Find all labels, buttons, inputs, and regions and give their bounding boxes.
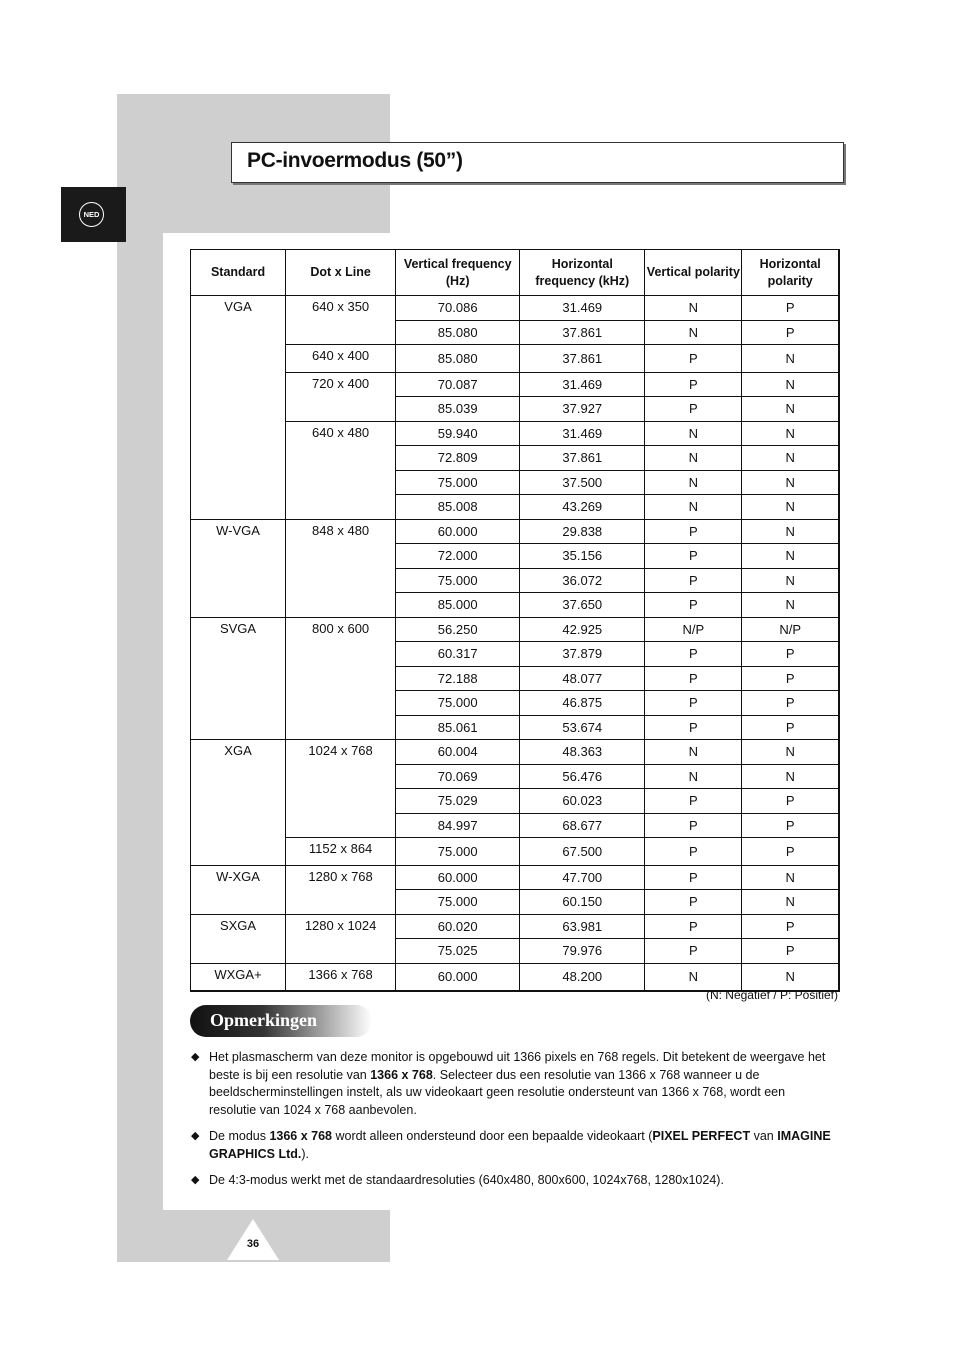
cell-horizontal-frequency: 37.650 (520, 593, 645, 618)
cell-vertical-polarity: P (645, 519, 742, 544)
cell-vertical-frequency: 75.000 (396, 838, 520, 866)
header-vertical-frequency: Vertical frequency (Hz) (396, 250, 520, 296)
cell-horizontal-frequency: 63.981 (520, 914, 645, 939)
polarity-note: (N: Negatief / P: Positief) (705, 988, 838, 1002)
cell-resolution: 1024 x 768 (286, 740, 396, 838)
remarks-list (190, 1049, 835, 1199)
page-number: 36 (246, 1238, 260, 1250)
cell-horizontal-frequency: 37.927 (520, 397, 645, 422)
cell-vertical-polarity: P (645, 345, 742, 373)
diamond-bullet-icon: ◆ (191, 1130, 200, 1142)
diamond-bullet-icon: ◆ (191, 1174, 200, 1186)
cell-horizontal-frequency: 29.838 (520, 519, 645, 544)
cell-vertical-frequency: 85.039 (396, 397, 520, 422)
cell-vertical-polarity: P (645, 397, 742, 422)
cell-resolution: 640 x 350 (286, 296, 396, 345)
title-box (231, 142, 844, 183)
cell-vertical-polarity: P (645, 715, 742, 740)
table-row (191, 296, 840, 321)
cell-horizontal-frequency: 37.879 (520, 642, 645, 667)
cell-vertical-frequency: 75.029 (396, 789, 520, 814)
remark-item (190, 1172, 835, 1190)
cell-horizontal-polarity: N (742, 519, 839, 544)
cell-vertical-frequency: 60.000 (396, 963, 520, 991)
cell-horizontal-polarity: P (742, 838, 839, 866)
cell-vertical-polarity: P (645, 568, 742, 593)
table-row (191, 617, 840, 642)
cell-vertical-polarity: N (645, 495, 742, 520)
cell-horizontal-frequency: 36.072 (520, 568, 645, 593)
cell-horizontal-frequency: 60.023 (520, 789, 645, 814)
cell-vertical-frequency: 85.080 (396, 345, 520, 373)
cell-horizontal-polarity: N (742, 345, 839, 373)
cell-horizontal-frequency: 35.156 (520, 544, 645, 569)
table-header-row (191, 250, 840, 296)
cell-horizontal-frequency: 31.469 (520, 421, 645, 446)
cell-horizontal-polarity: N (742, 963, 839, 991)
cell-standard: W-XGA (191, 865, 286, 914)
cell-horizontal-frequency: 48.077 (520, 666, 645, 691)
cell-vertical-frequency: 70.087 (396, 372, 520, 397)
cell-horizontal-frequency: 47.700 (520, 865, 645, 890)
cell-vertical-polarity: N (645, 446, 742, 471)
cell-vertical-frequency: 85.008 (396, 495, 520, 520)
cell-vertical-frequency: 75.000 (396, 691, 520, 716)
header-vertical-polarity: Vertical polarity (645, 250, 742, 296)
cell-horizontal-polarity: N (742, 544, 839, 569)
cell-horizontal-frequency: 67.500 (520, 838, 645, 866)
cell-vertical-frequency: 70.086 (396, 296, 520, 321)
cell-resolution: 720 x 400 (286, 372, 396, 421)
cell-resolution: 640 x 400 (286, 345, 396, 373)
cell-horizontal-polarity: P (742, 715, 839, 740)
cell-vertical-frequency: 85.000 (396, 593, 520, 618)
remark-bold-text: IMAGINE GRAPHICS Ltd. (209, 1129, 831, 1161)
table-row (191, 838, 840, 866)
cell-horizontal-polarity: N (742, 446, 839, 471)
remarks-heading (190, 1005, 372, 1037)
cell-horizontal-polarity: N (742, 470, 839, 495)
cell-resolution: 1366 x 768 (286, 963, 396, 991)
cell-horizontal-frequency: 56.476 (520, 764, 645, 789)
cell-vertical-frequency: 85.061 (396, 715, 520, 740)
remark-text: wordt alleen ondersteund door een bepaalde videokaart ( (332, 1129, 653, 1143)
cell-horizontal-polarity: N (742, 740, 839, 765)
cell-vertical-polarity: N (645, 740, 742, 765)
cell-horizontal-polarity: P (742, 914, 839, 939)
remarks-label: Opmerkingen (210, 1010, 318, 1030)
diamond-bullet-icon: ◆ (191, 1051, 200, 1063)
cell-horizontal-polarity: P (742, 642, 839, 667)
cell-resolution: 1280 x 768 (286, 865, 396, 914)
language-tab (61, 187, 126, 242)
cell-vertical-polarity: P (645, 890, 742, 915)
cell-horizontal-polarity: P (742, 666, 839, 691)
cell-vertical-frequency: 70.069 (396, 764, 520, 789)
cell-horizontal-polarity: P (742, 296, 839, 321)
cell-vertical-polarity: N (645, 320, 742, 345)
cell-horizontal-frequency: 37.500 (520, 470, 645, 495)
cell-horizontal-frequency: 37.861 (520, 345, 645, 373)
cell-horizontal-frequency: 42.925 (520, 617, 645, 642)
cell-vertical-polarity: P (645, 865, 742, 890)
table-row (191, 421, 840, 446)
cell-horizontal-polarity: N (742, 372, 839, 397)
cell-vertical-frequency: 72.809 (396, 446, 520, 471)
remark-text: ). (301, 1146, 309, 1161)
cell-vertical-polarity: N (645, 421, 742, 446)
cell-vertical-frequency: 75.000 (396, 470, 520, 495)
cell-vertical-frequency: 75.000 (396, 568, 520, 593)
remark-text: . Selecteer dus een resolutie van 1366 x 768 wanneer u de beeldscherminstellingen instelt, als uw videokaart geen resolutie ondersteunt van 1366 x 768, wordt een resolutie van 1024 x 768 aanbevolen. (209, 1067, 786, 1117)
cell-horizontal-frequency: 43.269 (520, 495, 645, 520)
cell-horizontal-polarity: N (742, 593, 839, 618)
remark-bold-text: PIXEL PERFECT (652, 1129, 751, 1143)
cell-resolution: 640 x 480 (286, 421, 396, 519)
cell-horizontal-polarity: N (742, 764, 839, 789)
cell-vertical-polarity: N (645, 764, 742, 789)
cell-vertical-polarity: P (645, 544, 742, 569)
cell-vertical-frequency: 85.080 (396, 320, 520, 345)
page-title: PC-invoermodus (50”) (247, 149, 463, 172)
cell-vertical-frequency: 56.250 (396, 617, 520, 642)
remark-bold-text: 1366 x 768 (370, 1067, 433, 1082)
table-row (191, 740, 840, 765)
cell-resolution: 1152 x 864 (286, 838, 396, 866)
cell-vertical-frequency: 60.000 (396, 519, 520, 544)
cell-vertical-frequency: 72.000 (396, 544, 520, 569)
cell-horizontal-frequency: 37.861 (520, 320, 645, 345)
cell-horizontal-frequency: 60.150 (520, 890, 645, 915)
cell-standard: SXGA (191, 914, 286, 963)
cell-vertical-frequency: 75.025 (396, 939, 520, 964)
cell-vertical-frequency: 60.000 (396, 865, 520, 890)
remark-text: Het plasmascherm van deze monitor is opgebouwd uit 1366 pixels en 768 regels. Dit betekent de weergave het beste is bij een resolutie van (209, 1050, 826, 1082)
remark-item (190, 1128, 835, 1163)
cell-vertical-frequency: 75.000 (396, 890, 520, 915)
cell-vertical-polarity: P (645, 838, 742, 866)
cell-horizontal-polarity: N (742, 495, 839, 520)
cell-horizontal-polarity: N (742, 890, 839, 915)
table-row (191, 372, 840, 397)
cell-vertical-polarity: P (645, 691, 742, 716)
table-row (191, 865, 840, 890)
table-row (191, 519, 840, 544)
table-row (191, 963, 840, 991)
cell-vertical-frequency: 84.997 (396, 813, 520, 838)
cell-horizontal-polarity: P (742, 939, 839, 964)
pc-mode-table (190, 249, 840, 992)
cell-vertical-polarity: P (645, 593, 742, 618)
cell-vertical-polarity: P (645, 666, 742, 691)
cell-horizontal-polarity: N/P (742, 617, 839, 642)
table-row (191, 914, 840, 939)
cell-horizontal-polarity: N (742, 397, 839, 422)
remark-text: van (750, 1129, 778, 1143)
cell-horizontal-frequency: 37.861 (520, 446, 645, 471)
cell-horizontal-frequency: 31.469 (520, 372, 645, 397)
cell-vertical-polarity: P (645, 372, 742, 397)
cell-horizontal-polarity: N (742, 865, 839, 890)
cell-vertical-frequency: 60.317 (396, 642, 520, 667)
language-badge: NED (79, 202, 104, 227)
cell-vertical-frequency: 72.188 (396, 666, 520, 691)
cell-resolution: 800 x 600 (286, 617, 396, 740)
cell-vertical-polarity: N (645, 963, 742, 991)
cell-vertical-polarity: N (645, 296, 742, 321)
cell-horizontal-polarity: P (742, 789, 839, 814)
cell-standard: W-VGA (191, 519, 286, 617)
cell-standard: VGA (191, 296, 286, 520)
grey-band-left (117, 233, 163, 1210)
cell-vertical-frequency: 60.020 (396, 914, 520, 939)
cell-horizontal-frequency: 79.976 (520, 939, 645, 964)
cell-vertical-polarity: P (645, 642, 742, 667)
remark-bold-text: 1366 x 768 (269, 1129, 333, 1143)
header-dot-line: Dot x Line (286, 250, 396, 296)
cell-horizontal-polarity: P (742, 691, 839, 716)
cell-horizontal-frequency: 68.677 (520, 813, 645, 838)
cell-horizontal-polarity: N (742, 568, 839, 593)
cell-vertical-polarity: P (645, 914, 742, 939)
header-horizontal-frequency: Horizontal frequency (kHz) (520, 250, 645, 296)
cell-horizontal-polarity: P (742, 813, 839, 838)
table-row (191, 345, 840, 373)
cell-horizontal-frequency: 46.875 (520, 691, 645, 716)
remark-item (190, 1049, 835, 1119)
remark-text: De 4:3-modus werkt met de standaardresoluties (640x480, 800x600, 1024x768, 1280x1024). (209, 1173, 724, 1187)
remark-text: De modus (209, 1129, 270, 1143)
cell-vertical-polarity: P (645, 813, 742, 838)
cell-horizontal-frequency: 53.674 (520, 715, 645, 740)
cell-resolution: 848 x 480 (286, 519, 396, 617)
cell-standard: WXGA+ (191, 963, 286, 991)
cell-standard: SVGA (191, 617, 286, 740)
cell-vertical-frequency: 59.940 (396, 421, 520, 446)
cell-resolution: 1280 x 1024 (286, 914, 396, 963)
cell-horizontal-frequency: 31.469 (520, 296, 645, 321)
cell-horizontal-polarity: N (742, 421, 839, 446)
cell-horizontal-polarity: P (742, 320, 839, 345)
cell-horizontal-frequency: 48.363 (520, 740, 645, 765)
cell-horizontal-frequency: 48.200 (520, 963, 645, 991)
cell-vertical-polarity: N (645, 470, 742, 495)
header-horizontal-polarity: Horizontal polarity (742, 250, 839, 296)
header-standard: Standard (191, 250, 286, 296)
cell-vertical-polarity: P (645, 939, 742, 964)
cell-standard: XGA (191, 740, 286, 866)
cell-vertical-polarity: N/P (645, 617, 742, 642)
cell-vertical-frequency: 60.004 (396, 740, 520, 765)
cell-vertical-polarity: P (645, 789, 742, 814)
